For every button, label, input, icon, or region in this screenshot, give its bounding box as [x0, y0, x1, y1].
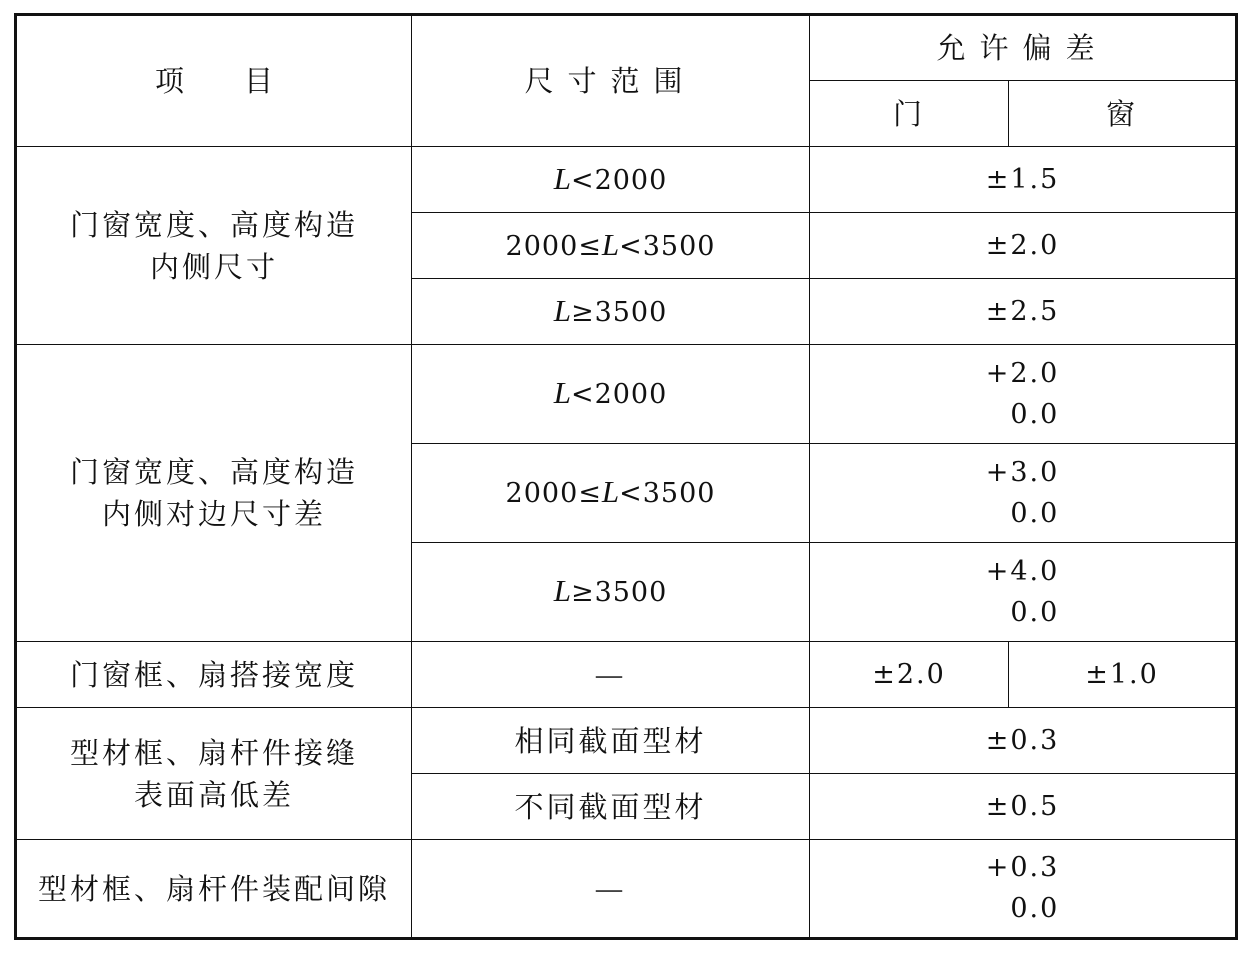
header-item-label: 项目	[154, 64, 333, 98]
group-item-cell	[16, 147, 412, 345]
group-item-cell	[16, 642, 412, 708]
item-line: 门窗宽度、高度构造	[69, 455, 358, 489]
range-cell: L≥3500	[412, 543, 810, 642]
group-item-cell	[16, 708, 412, 840]
tolerance-upper: +4.0	[985, 555, 1060, 587]
range-cell: L≥3500	[412, 279, 810, 345]
range-variable: L	[553, 292, 571, 328]
header-tolerance	[810, 15, 1237, 81]
tolerance-upper: +0.3	[985, 852, 1060, 883]
item-line: 型材框、扇杆件接缝	[69, 735, 358, 770]
range-cell: 相同截面型材	[412, 708, 810, 774]
tolerance-cell	[810, 444, 1237, 543]
tolerance-lower: 0.0	[1010, 596, 1060, 628]
header-door: 门	[810, 81, 1009, 147]
tolerance-table	[14, 13, 1238, 940]
range-cell: 2000≤L<3500	[412, 213, 810, 279]
range-cell: —	[412, 840, 810, 939]
range-cell: 2000≤L<3500	[412, 444, 810, 543]
tolerance-cell: ±0.5	[810, 774, 1237, 840]
header-item	[16, 15, 412, 147]
range-variable: L	[601, 226, 620, 262]
item-line: 型材框、扇杆件装配间隙	[37, 871, 390, 906]
tolerance-cell: ±2.0	[810, 213, 1237, 279]
tolerance-cell: ±0.3	[810, 708, 1237, 774]
range-variable: L	[553, 573, 571, 608]
range-variable: L	[553, 160, 571, 196]
header-size-range	[412, 15, 810, 147]
range-cell: 不同截面型材	[412, 774, 810, 840]
range-variable: L	[553, 375, 571, 410]
tolerance-lower: 0.0	[1010, 398, 1060, 430]
tolerance-cell: ±2.5	[810, 279, 1237, 345]
range-cell: L<2000	[412, 147, 810, 213]
tolerance-stack	[986, 847, 1060, 929]
tolerance-stack	[986, 452, 1060, 534]
tolerance-lower: 0.0	[1010, 893, 1060, 924]
tolerance-upper: +3.0	[985, 456, 1060, 488]
header-tolerance-label: 允许偏差	[936, 31, 1109, 65]
tolerance-stack	[986, 353, 1060, 435]
item-line: 内侧尺寸	[149, 249, 278, 284]
header-window: 窗	[1009, 81, 1237, 147]
tolerance-lower: 0.0	[1010, 497, 1060, 529]
tolerance-stack	[986, 551, 1060, 633]
item-line: 表面高低差	[133, 777, 294, 812]
tolerance-window-cell: ±1.0	[1009, 642, 1237, 708]
item-line: 门窗框、扇搭接宽度	[69, 657, 358, 692]
range-variable: L	[601, 474, 620, 509]
group-item-cell	[16, 345, 412, 642]
tolerance-upper: +2.0	[985, 357, 1060, 389]
tolerance-cell	[810, 840, 1237, 939]
range-cell: —	[412, 642, 810, 708]
range-cell: L<2000	[412, 345, 810, 444]
tolerance-cell	[810, 543, 1237, 642]
tolerance-cell	[810, 345, 1237, 444]
tolerance-cell: ±1.5	[810, 147, 1237, 213]
item-line: 门窗宽度、高度构造	[69, 207, 358, 242]
header-size-range-label: 尺寸范围	[524, 64, 697, 98]
item-line: 内侧对边尺寸差	[101, 497, 326, 531]
tolerance-door-cell: ±2.0	[810, 642, 1009, 708]
group-item-cell	[16, 840, 412, 939]
